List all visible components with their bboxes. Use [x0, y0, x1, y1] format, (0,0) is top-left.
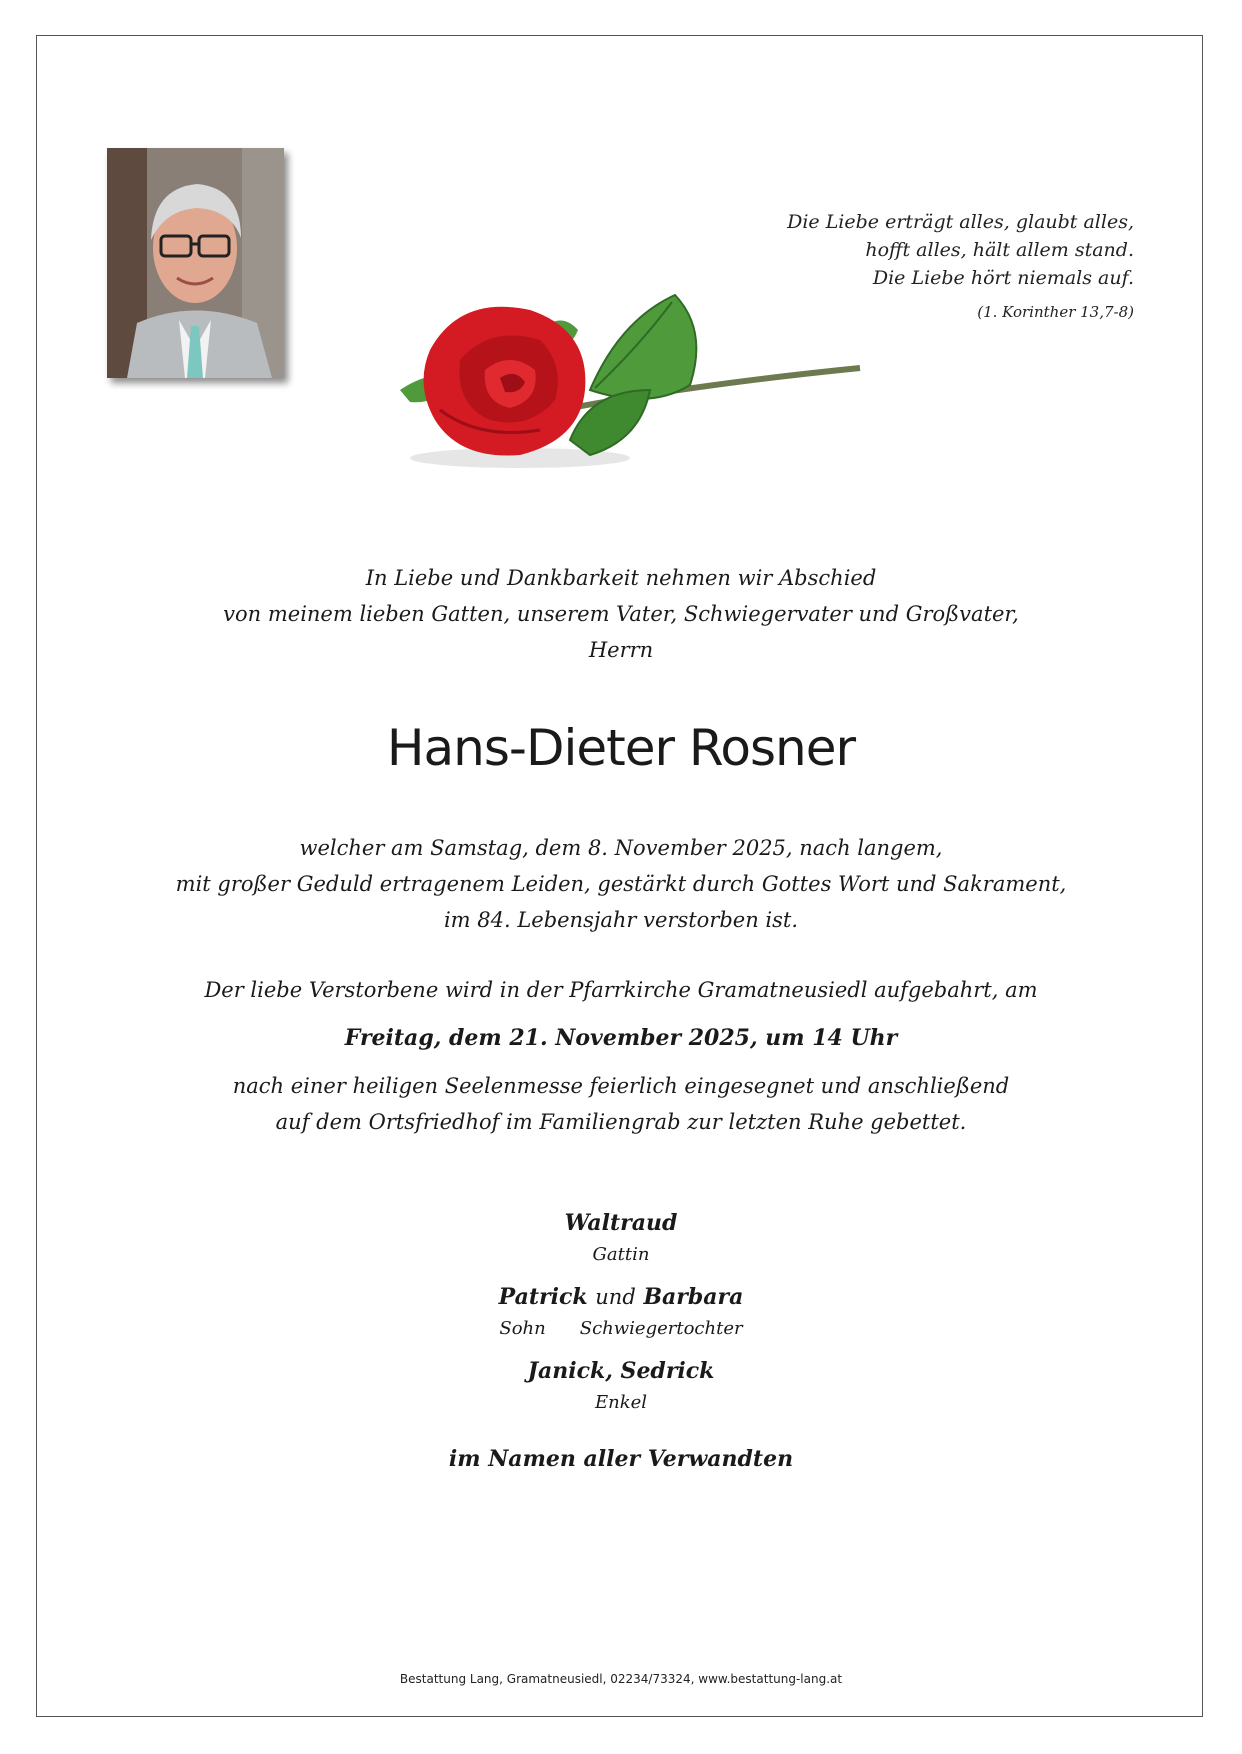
- intro-line: von meinem lieben Gatten, unserem Vater, Schwiegervater und Großvater,: [223, 602, 1019, 626]
- daughter-in-law-role: Schwiegertochter: [579, 1318, 743, 1339]
- quote-line: hofft alles, hält allem stand.: [865, 239, 1134, 261]
- funeral-home-footer: Bestattung Lang, Gramatneusiedl, 02234/73324, www.bestattung-lang.at: [399, 1672, 843, 1686]
- grandchildren-role: Enkel: [594, 1392, 648, 1413]
- intro-line: In Liebe und Dankbarkeit nehmen wir Abschied: [365, 566, 877, 590]
- children-roles: [0, 1315, 1242, 1343]
- burial-line: auf dem Ortsfriedhof im Familiengrab zur letzten Ruhe gebettet.: [275, 1110, 967, 1134]
- death-notice: [0, 830, 1242, 938]
- intro-line: Herrn: [588, 638, 654, 662]
- quote-line: Die Liebe erträgt alles, glaubt alles,: [787, 211, 1134, 233]
- quote-reference: (1. Korinther 13,7-8): [977, 303, 1134, 321]
- son-name: Patrick: [498, 1284, 588, 1310]
- conjunction: und: [595, 1285, 636, 1309]
- closing-line: im Namen aller Verwandten: [448, 1446, 794, 1472]
- burial-line: nach einer heiligen Seelenmesse feierlich eingesegnet und anschließend: [232, 1074, 1010, 1098]
- wife-name: Waltraud: [564, 1210, 678, 1236]
- intro-text: [0, 560, 1242, 668]
- portrait-photo: [107, 148, 284, 378]
- rose-image: [390, 290, 870, 480]
- mourners-list: [0, 1205, 1242, 1427]
- burial-details: [0, 1068, 1242, 1140]
- funeral-date: Freitag, dem 21. November 2025, um 14 Uhr: [344, 1025, 898, 1051]
- son-role: Sohn: [499, 1318, 546, 1339]
- wife-role: Gattin: [592, 1244, 650, 1265]
- grandchildren-names: Janick, Sedrick: [527, 1358, 715, 1384]
- quote-line: Die Liebe hört niemals auf.: [872, 267, 1134, 289]
- burial-intro: Der liebe Verstorbene wird in der Pfarrkirche Gramatneusiedl aufgebahrt, am: [204, 978, 1038, 1002]
- death-line: welcher am Samstag, dem 8. November 2025, nach langem,: [299, 836, 943, 860]
- death-line: im 84. Lebensjahr verstorben ist.: [443, 908, 799, 932]
- death-line: mit großer Geduld ertragenem Leiden, gestärkt durch Gottes Wort und Sakrament,: [175, 872, 1067, 896]
- children-names: [0, 1279, 1242, 1315]
- deceased-name: Hans-Dieter Rosner: [386, 719, 856, 777]
- daughter-in-law-name: Barbara: [643, 1284, 744, 1310]
